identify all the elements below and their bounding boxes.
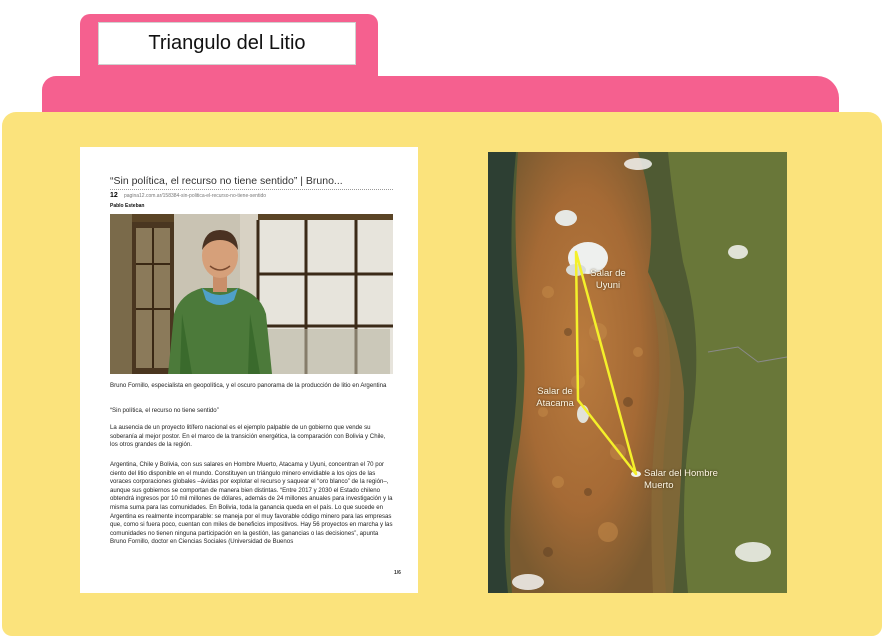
label-salar-atacama: Salar de Atacama	[536, 386, 574, 409]
folder-title-label[interactable]: Triangulo del Litio	[98, 22, 356, 65]
article-author: Pablo Esteban	[110, 203, 145, 209]
label-salar-uyuni: Salar de Uyuni	[590, 268, 626, 291]
satellite-image	[488, 152, 787, 593]
article-headline: “Sin política, el recurso no tiene sentido” | Bruno...	[110, 175, 343, 187]
portrait-image	[110, 214, 393, 374]
satellite-map[interactable]	[488, 152, 787, 593]
article-photo	[110, 214, 393, 374]
article-url: pagina12.com.ar/158384-sin-politica-el-recurso-no-tiene-sentido	[124, 193, 267, 199]
article-document[interactable]	[80, 147, 418, 593]
pagina12-logo: 12	[110, 192, 118, 199]
article-paragraph-1: La ausencia de un proyecto litífero nacional es el ejemplo palpable de un gobierno que vende su soberanía al mejor postor. En el marco de la transición energética, la comparación con Bolivia y Chile, los otros grandes de la región.	[110, 424, 386, 449]
headline-separator	[110, 189, 393, 190]
article-quote: “Sin política, el recurso no tiene sentido”	[110, 407, 219, 414]
page-number: 1/6	[394, 570, 401, 576]
photo-caption: Bruno Fornillo, especialista en geopolítica, y el oscuro panorama de la producción de litio en Argentina	[110, 382, 387, 389]
article-paragraph-2: Argentina, Chile y Bolivia, con sus salares en Hombre Muerto, Atacama y Uyuni, concentran el 70 por ciento del litio disponible en el mundo. Constituyen un triángulo minero envidiable a los ojos de las voraces corporaciones globales –ávidas por explotar el recurso y saquear el “oro blanco” de la región–, aunque sus gobiernos se comportan de manera bien distintas. “Entre 2017 y 2030 el Estado chileno obtendrá ingresos por 10 mil millones de dólares, además de 24 millones anuales para investigación y la misma suma para las comunidades. En Bolivia, toda la ganancia queda en el país. Lo que sucede en Argentina es realmente incomparable: se maneja por el muy favorable código minero para las empresas que, como si fuera poco, cuentan con miles de beneficios impositivos. Hay 56 proyectos en marcha y las comunidades no tienen ninguna participación en la gestión, las ganancias o las decisiones”, apunta Bruno Fornillo, doctor en Ciencias Sociales (Universidad de Buenos	[110, 461, 393, 546]
label-salar-hombre-muerto: Salar del Hombre Muerto	[644, 468, 718, 491]
